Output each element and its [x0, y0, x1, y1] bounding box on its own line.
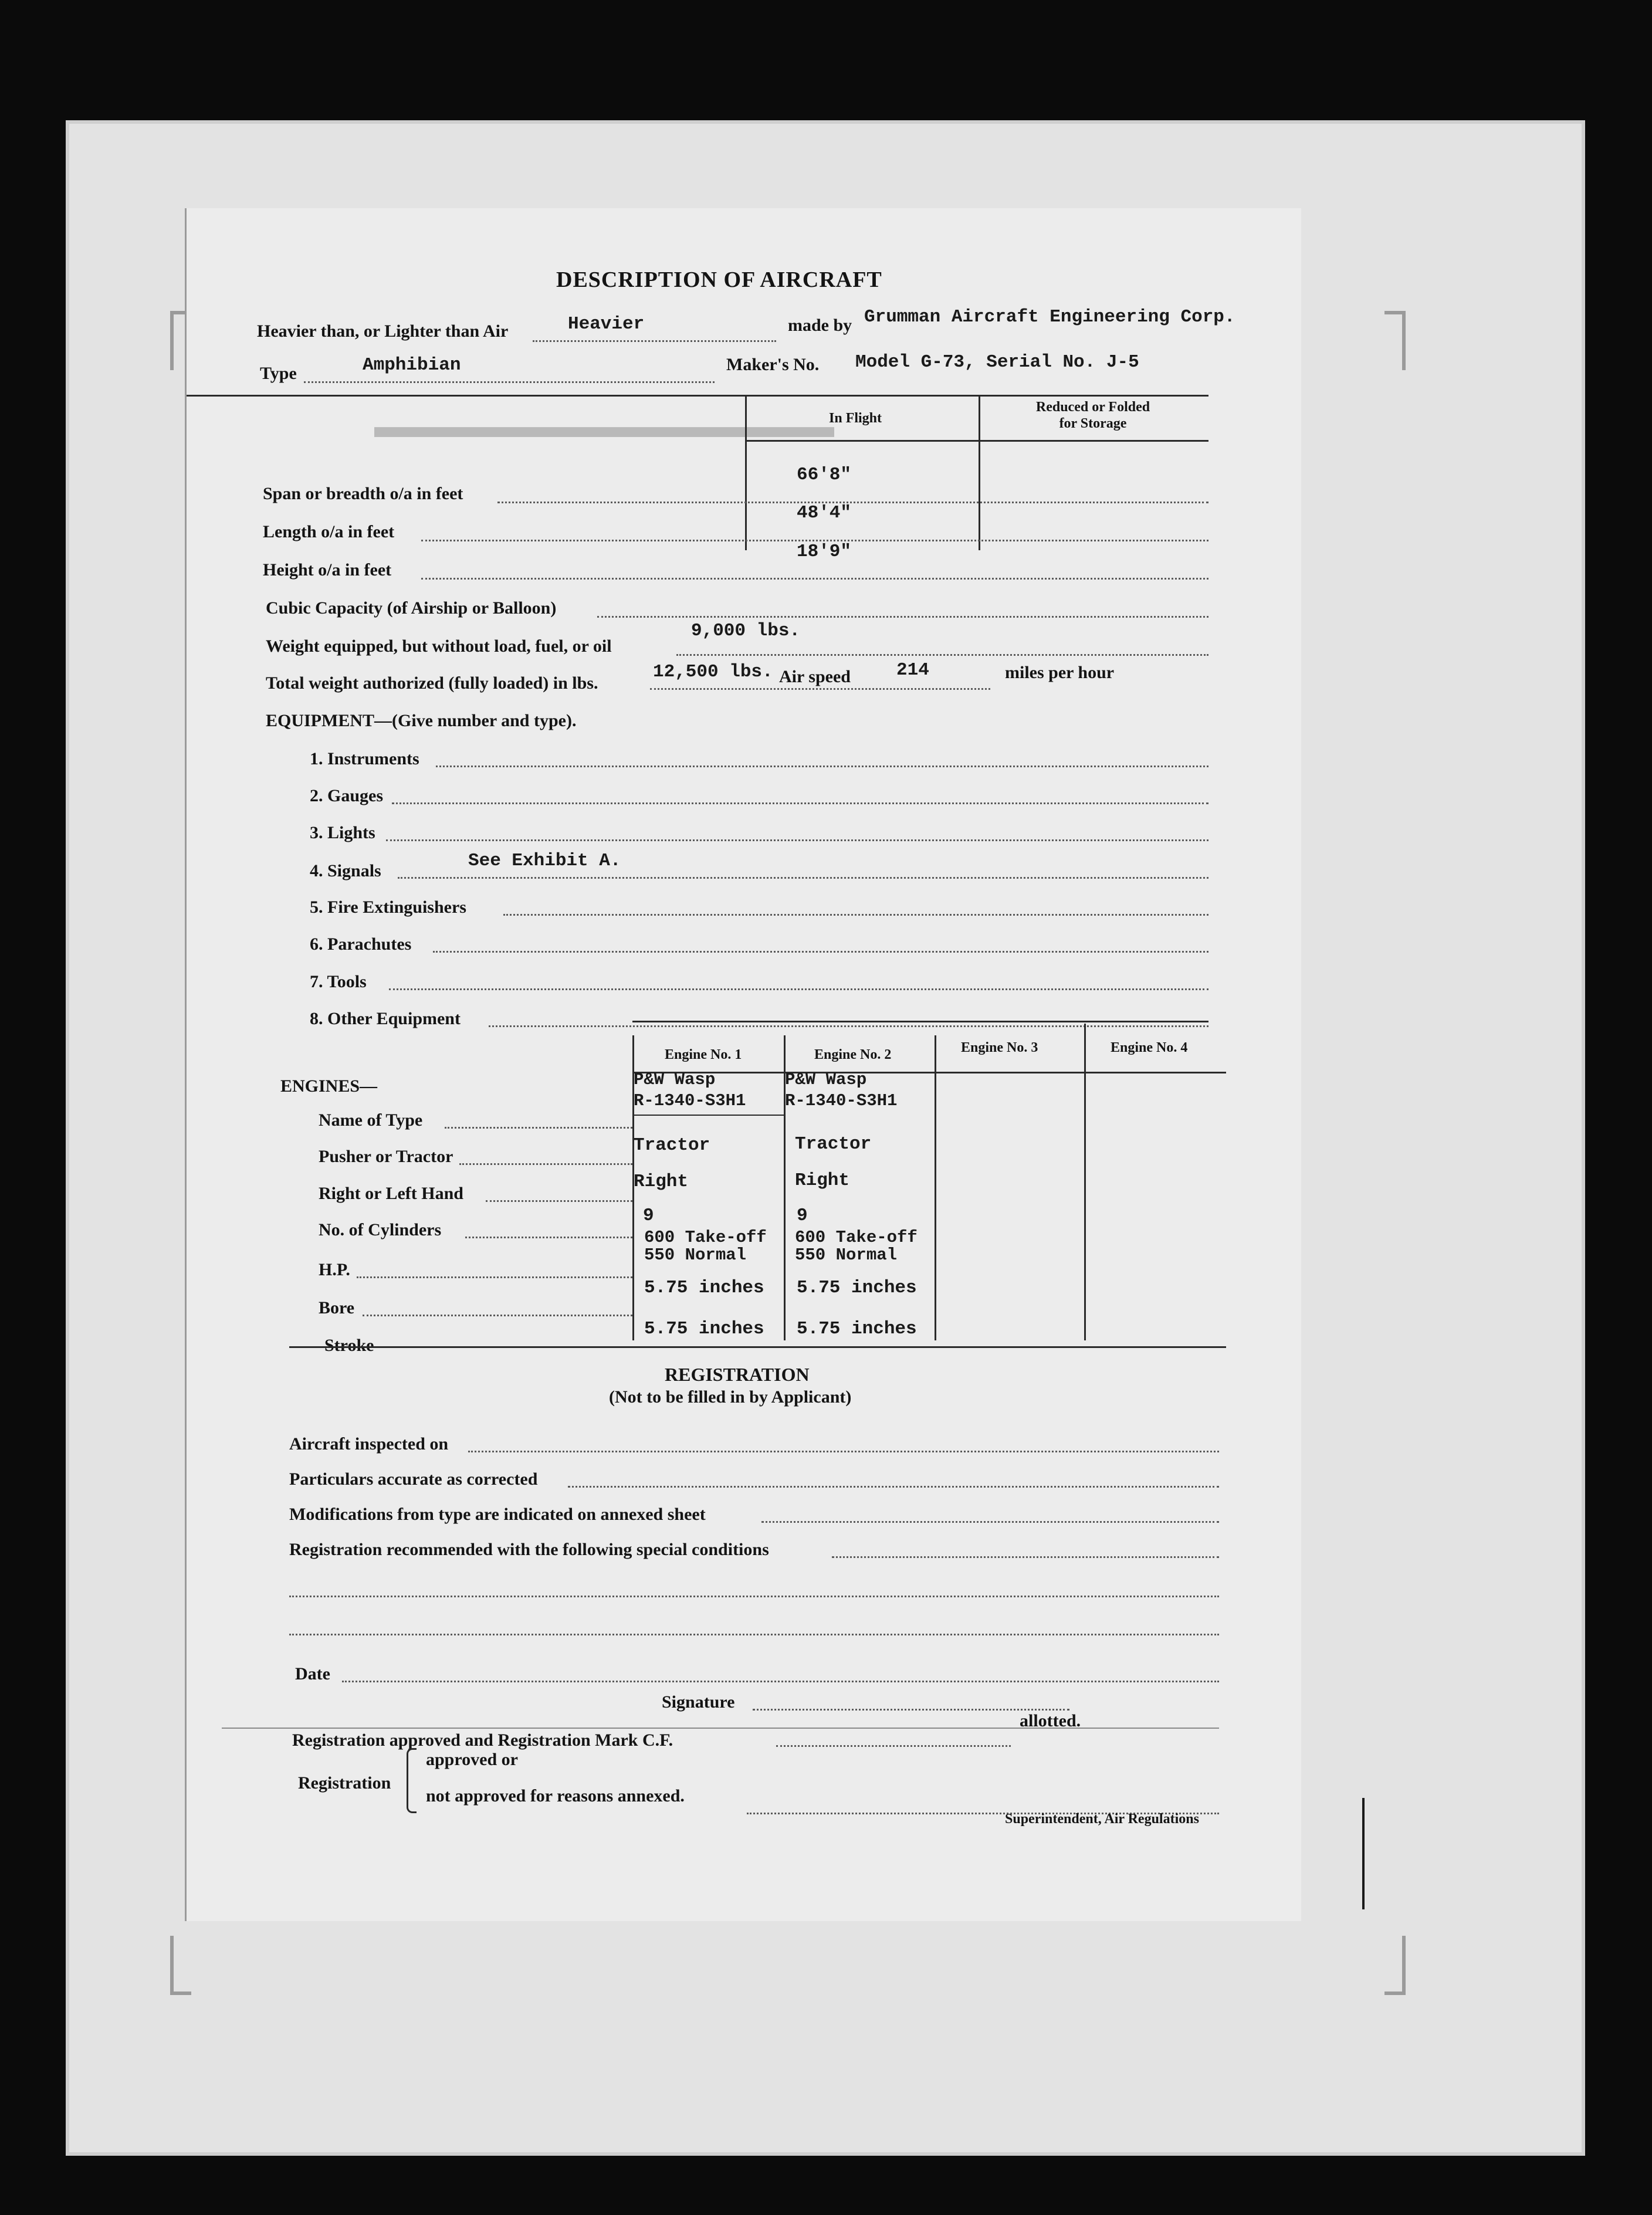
type-line	[304, 381, 715, 383]
engine-1-pusher: Tractor	[634, 1135, 710, 1156]
engine-1-hp: 600 Take-off 550 Normal	[644, 1228, 767, 1265]
height-label: Height o/a in feet	[263, 560, 392, 580]
engine-1-stroke: 5.75 inches	[644, 1319, 764, 1339]
total-weight-value: 12,500 lbs.	[653, 662, 773, 682]
mph-label: miles per hour	[1005, 663, 1115, 682]
equipment-heading: EQUIPMENT—(Give number and type).	[266, 711, 577, 730]
span-value: 66'8"	[797, 465, 852, 485]
engine-name-rule	[632, 1115, 784, 1116]
registration-heading: REGISTRATION	[665, 1364, 810, 1385]
date-label: Date	[295, 1664, 330, 1684]
cubic-capacity-label: Cubic Capacity (of Airship or Balloon)	[266, 598, 557, 618]
engine-1-cylinders: 9	[643, 1205, 654, 1226]
crop-mark-bottom-left	[170, 1936, 191, 1995]
equipment-signals-label: 4. Signals	[310, 861, 381, 880]
modifications-line	[761, 1521, 1219, 1523]
in-flight-header: In Flight	[829, 411, 882, 426]
signature-label: Signature	[662, 1692, 735, 1712]
engine-4-header: Engine No. 4	[1111, 1040, 1188, 1055]
header-rule	[187, 395, 1208, 397]
heavier-label: Heavier than, or Lighter than Air	[257, 321, 509, 341]
equipment-tools-label: 7. Tools	[310, 972, 367, 991]
height-line	[421, 578, 1208, 580]
margin-line	[1362, 1798, 1365, 1909]
equipment-lights-line	[386, 839, 1208, 841]
engine-row-cylinders-line	[465, 1237, 632, 1238]
equipment-lights-label: 3. Lights	[310, 823, 375, 842]
equipment-extinguishers-line	[503, 914, 1208, 916]
span-label: Span or breadth o/a in feet	[263, 484, 463, 503]
engine-2-hp: 600 Take-off 550 Normal	[795, 1228, 918, 1265]
equipment-instruments-label: 1. Instruments	[310, 749, 419, 768]
approved-mark-label: Registration approved and Registration Mark C.F.	[292, 1730, 673, 1750]
engine-2-name: P&W Wasp R-1340-S3H1	[785, 1070, 898, 1110]
engine-2-stroke: 5.75 inches	[797, 1319, 917, 1339]
crop-mark-bottom-right	[1384, 1936, 1406, 1995]
particulars-line	[568, 1486, 1219, 1488]
equipment-signals-line	[398, 877, 1208, 879]
engine-1-name: P&W Wasp R-1340-S3H1	[634, 1070, 746, 1110]
aircraft-description-form	[185, 208, 1301, 1921]
heavier-value: Heavier	[568, 314, 645, 334]
total-weight-label: Total weight authorized (fully loaded) in lbs.	[266, 673, 598, 693]
superintendent-label: Superintendent, Air Regulations	[1005, 1811, 1199, 1827]
engine-row-hand-label: Right or Left Hand	[319, 1184, 463, 1203]
decision-brace	[407, 1748, 417, 1813]
equipment-instruments-line	[436, 766, 1208, 767]
engine-row-hand-line	[486, 1200, 632, 1202]
engine-2-bore: 5.75 inches	[797, 1278, 917, 1298]
engine-row-hp-line	[357, 1276, 632, 1278]
engine-row-hp-label: H.P.	[319, 1260, 350, 1279]
recommended-label: Registration recommended with the following special conditions	[289, 1540, 769, 1559]
engine-row-name-label: Name of Type	[319, 1110, 423, 1130]
inspected-on-label: Aircraft inspected on	[289, 1434, 449, 1454]
modifications-label: Modifications from type are indicated on annexed sheet	[289, 1505, 706, 1524]
particulars-label: Particulars accurate as corrected	[289, 1469, 538, 1489]
weight-equipped-label: Weight equipped, but without load, fuel, or oil	[266, 636, 612, 656]
cubic-capacity-line	[597, 616, 1208, 618]
equipment-gauges-label: 2. Gauges	[310, 786, 384, 805]
not-approved-label: not approved for reasons annexed.	[426, 1786, 685, 1806]
equipment-parachutes-label: 6. Parachutes	[310, 934, 412, 954]
span-line	[497, 502, 1208, 503]
height-value: 18'9"	[797, 541, 852, 562]
heavier-line	[533, 340, 776, 342]
engine-row-bore-line	[363, 1315, 632, 1316]
conditions-line-1	[289, 1596, 1219, 1597]
inspected-on-line	[468, 1451, 1219, 1452]
made-by-value: Grumman Aircraft Engineering Corp.	[864, 307, 1235, 327]
equipment-extinguishers-label: 5. Fire Extinguishers	[310, 897, 466, 917]
engine-3-header: Engine No. 3	[961, 1040, 1038, 1055]
engine-2-pusher: Tractor	[795, 1134, 872, 1154]
engine-2-hand: Right	[795, 1170, 850, 1191]
airspeed-label: Air speed	[779, 667, 851, 686]
made-by-label: made by	[788, 316, 852, 335]
engine-2-cylinders: 9	[797, 1205, 808, 1226]
form-title: DESCRIPTION OF AIRCRAFT	[556, 267, 882, 292]
engine-row-stroke-label: Stroke	[324, 1336, 374, 1355]
registration-subheading: (Not to be filled in by Applicant)	[609, 1387, 852, 1407]
makers-no-value: Model G-73, Serial No. J-5	[855, 352, 1139, 372]
engine-1-header: Engine No. 1	[665, 1047, 742, 1062]
dim-col-divider-2	[979, 395, 980, 550]
crop-mark-top-right	[1384, 311, 1406, 370]
dim-header-rule	[745, 440, 1208, 442]
signature-line	[753, 1709, 1069, 1711]
engine-row-name-line	[445, 1127, 632, 1129]
length-value: 48'4"	[797, 503, 852, 523]
equipment-parachutes-line	[433, 951, 1208, 953]
total-weight-line	[650, 688, 990, 690]
airspeed-value: 214	[896, 660, 929, 680]
recommended-line	[832, 1556, 1219, 1558]
approved-or-label: approved or	[426, 1750, 518, 1769]
engine-2-header: Engine No. 2	[814, 1047, 892, 1062]
type-label: Type	[260, 364, 297, 383]
equipment-other-line	[489, 1025, 1208, 1027]
makers-no-label: Maker's No.	[726, 355, 820, 374]
reduced-header: Reduced or Folded for Storage	[1035, 399, 1150, 431]
equipment-gauges-line	[392, 802, 1208, 804]
weight-equipped-line	[676, 654, 1208, 656]
weight-equipped-value: 9,000 lbs.	[691, 621, 801, 641]
conditions-line-2	[289, 1634, 1219, 1635]
approved-mark-line	[776, 1745, 1011, 1747]
equipment-signals-value: See Exhibit A.	[468, 851, 621, 871]
allotted-label: allotted.	[1020, 1711, 1081, 1730]
registration-decision-label: Registration	[298, 1773, 391, 1793]
equipment-other-label: 8. Other Equipment	[310, 1009, 461, 1028]
equipment-rule	[632, 1021, 1208, 1022]
engine-row-bore-label: Bore	[319, 1298, 355, 1318]
bleed-through-text: ▬▬▬▬▬▬▬▬▬▬▬▬▬▬	[374, 408, 834, 445]
engines-bottom-rule	[289, 1346, 1226, 1348]
dim-col-divider-1	[745, 395, 747, 550]
engine-col-divider-4	[1084, 1024, 1086, 1340]
engine-1-hand: Right	[634, 1171, 689, 1192]
equipment-tools-line	[389, 988, 1208, 990]
engine-col-divider-3	[935, 1035, 936, 1340]
engine-1-bore: 5.75 inches	[644, 1278, 764, 1298]
engine-row-pusher-label: Pusher or Tractor	[319, 1147, 453, 1166]
length-label: Length o/a in feet	[263, 522, 395, 541]
engines-heading: ENGINES—	[280, 1076, 378, 1096]
engine-row-pusher-line	[459, 1163, 632, 1165]
type-value: Amphibian	[363, 355, 461, 375]
engine-row-cylinders-label: No. of Cylinders	[319, 1220, 442, 1239]
date-line	[342, 1681, 1219, 1682]
